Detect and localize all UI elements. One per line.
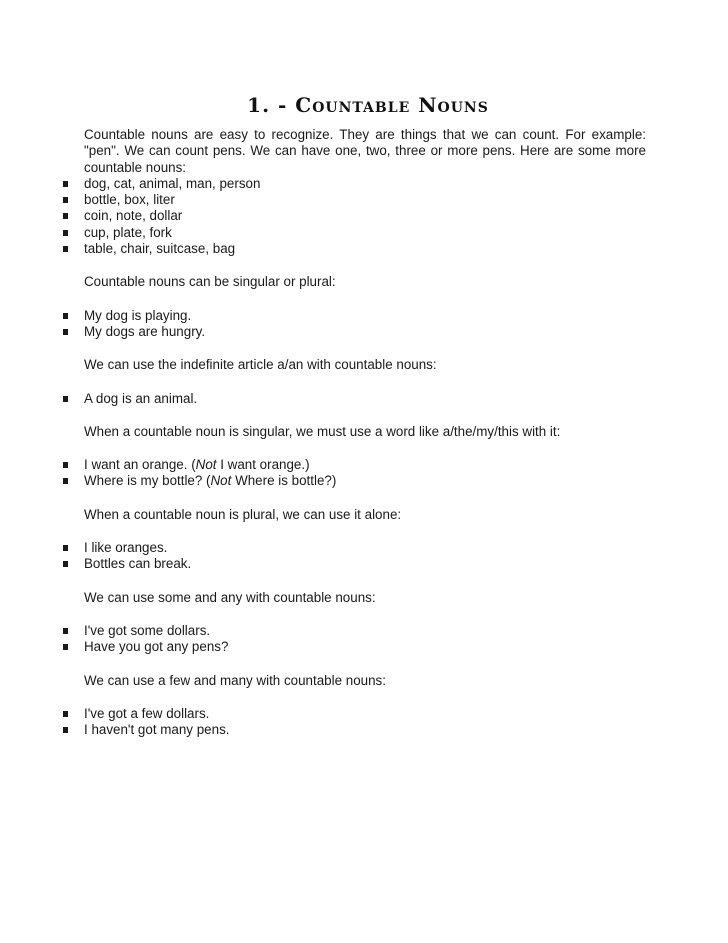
- list-item: Have you got any pens?: [84, 639, 646, 655]
- indefinite-article-paragraph: We can use the indefinite article a/an with countable nouns:: [84, 357, 437, 373]
- intro-paragraph: Countable nouns are easy to recognize. They are things that we can count. For example: "pen". We can count pens. We can have one, two, three or more pens. Here are some more countable nouns:: [84, 127, 646, 175]
- list-item: I haven't got many pens.: [84, 722, 646, 738]
- list-item: My dog is playing.: [84, 308, 646, 324]
- square-bullet-icon: [63, 181, 68, 187]
- singular-word-examples: [84, 457, 646, 490]
- square-bullet-icon: [63, 313, 68, 319]
- plural-alone-paragraph: When a countable noun is plural, we can use it alone:: [84, 506, 402, 522]
- list-item: dog, cat, animal, man, person: [84, 176, 646, 192]
- countable-nouns-list: [84, 176, 646, 257]
- indefinite-article-examples: [84, 391, 646, 407]
- singular-plural-paragraph: Countable nouns can be singular or plural:: [84, 274, 336, 290]
- square-bullet-icon: [63, 396, 68, 402]
- list-item: I like oranges.: [84, 540, 646, 556]
- few-many-paragraph: We can use a few and many with countable nouns:: [84, 672, 386, 688]
- square-bullet-icon: [63, 561, 68, 567]
- list-item: A dog is an animal.: [84, 391, 646, 407]
- square-bullet-icon: [63, 246, 68, 252]
- singular-word-paragraph: When a countable noun is singular, we must use a word like a/the/my/this with it:: [84, 423, 561, 439]
- square-bullet-icon: [63, 727, 68, 733]
- page-title: 1. - Countable Nouns: [247, 93, 489, 117]
- some-any-paragraph: We can use some and any with countable nouns:: [84, 589, 376, 605]
- few-many-examples: [84, 706, 646, 739]
- square-bullet-icon: [63, 462, 68, 468]
- plural-alone-examples: [84, 540, 646, 573]
- square-bullet-icon: [63, 329, 68, 335]
- list-item: I've got a few dollars.: [84, 706, 646, 722]
- square-bullet-icon: [63, 213, 68, 219]
- square-bullet-icon: [63, 711, 68, 717]
- some-any-examples: [84, 623, 646, 656]
- square-bullet-icon: [63, 478, 68, 484]
- list-item: I want an orange. (Not I want orange.): [84, 457, 646, 473]
- square-bullet-icon: [63, 197, 68, 203]
- list-item: cup, plate, fork: [84, 225, 646, 241]
- list-item: Where is my bottle? (Not Where is bottle?): [84, 473, 646, 489]
- square-bullet-icon: [63, 628, 68, 634]
- square-bullet-icon: [63, 230, 68, 236]
- square-bullet-icon: [63, 644, 68, 650]
- singular-plural-examples: [84, 308, 646, 341]
- list-item: coin, note, dollar: [84, 208, 646, 224]
- list-item: My dogs are hungry.: [84, 324, 646, 340]
- square-bullet-icon: [63, 545, 68, 551]
- list-item: bottle, box, liter: [84, 192, 646, 208]
- list-item: I've got some dollars.: [84, 623, 646, 639]
- list-item: Bottles can break.: [84, 556, 646, 572]
- document-body: [84, 127, 646, 738]
- list-item: table, chair, suitcase, bag: [84, 241, 646, 257]
